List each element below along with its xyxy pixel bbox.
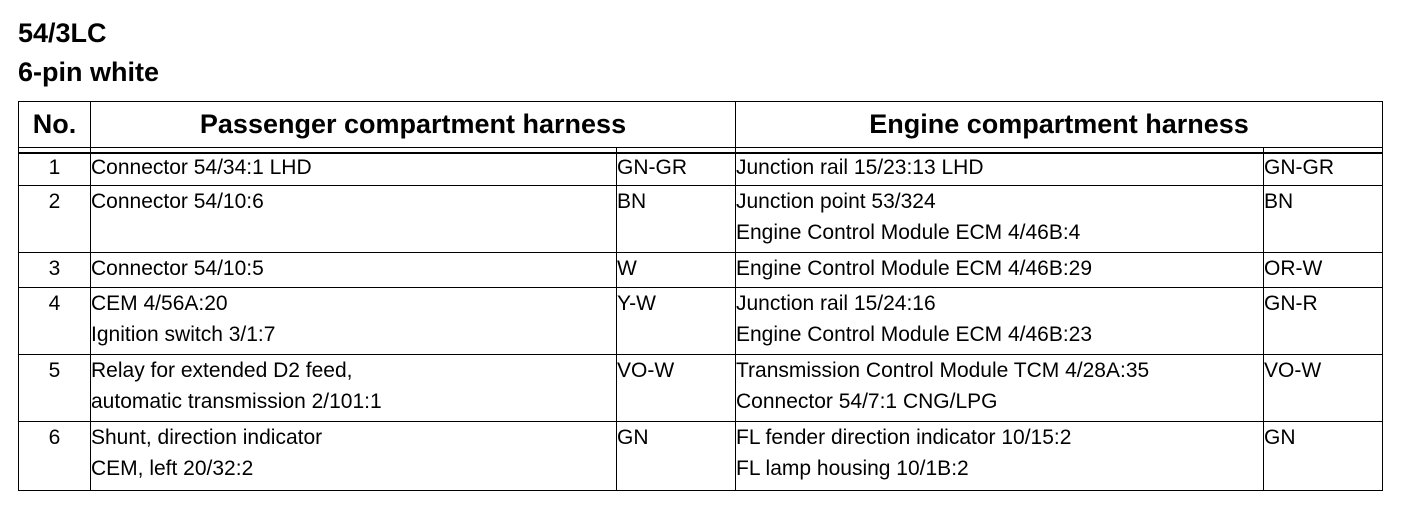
pin-number: 2: [19, 186, 91, 253]
engine-destination: [736, 186, 1264, 253]
pin-table: [18, 101, 1383, 491]
passenger-wire-color: VO-W: [617, 355, 736, 422]
engine-line: FL fender direction indicator 10/15:2: [736, 426, 1072, 449]
passenger-wire-color: W: [617, 253, 736, 288]
connector-subtitle: 6-pin white: [18, 57, 159, 87]
passenger-line: Connector 54/34:1 LHD: [91, 156, 312, 179]
connector-title: 54/3LC: [18, 18, 107, 48]
table-row: [19, 153, 1383, 186]
pin-number: 4: [19, 288, 91, 355]
engine-line: Transmission Control Module TCM 4/28A:35: [736, 359, 1150, 382]
engine-wire-color: GN: [1264, 422, 1383, 491]
engine-line: Connector 54/7:1 CNG/LPG: [736, 390, 998, 413]
engine-destination: [736, 422, 1264, 491]
passenger-line: Connector 54/10:6: [91, 190, 264, 213]
engine-destination: [736, 253, 1264, 288]
passenger-line: Connector 54/10:5: [91, 257, 264, 280]
passenger-line: CEM 4/56A:20: [91, 292, 228, 315]
table-row: [19, 355, 1383, 422]
engine-destination: [736, 288, 1264, 355]
passenger-destination: [91, 253, 617, 288]
engine-destination: [736, 153, 1264, 186]
engine-wire-color: VO-W: [1264, 355, 1383, 422]
table-row: [19, 288, 1383, 355]
pin-number: 5: [19, 355, 91, 422]
passenger-destination: [91, 186, 617, 253]
engine-wire-color: OR-W: [1264, 253, 1383, 288]
engine-line: Engine Control Module ECM 4/46B:23: [736, 323, 1093, 346]
passenger-wire-color: BN: [617, 186, 736, 253]
engine-line: Engine Control Module ECM 4/46B:29: [736, 257, 1093, 280]
engine-wire-color: GN-GR: [1264, 153, 1383, 186]
passenger-line: Shunt, direction indicator: [91, 426, 323, 449]
pin-number: 3: [19, 253, 91, 288]
header-engine: Engine compartment harness: [736, 102, 1383, 148]
table-row: [19, 422, 1383, 491]
passenger-destination: [91, 355, 617, 422]
passenger-wire-color: GN: [617, 422, 736, 491]
table-row: [19, 186, 1383, 253]
passenger-wire-color: GN-GR: [617, 153, 736, 186]
engine-line: Engine Control Module ECM 4/46B:4: [736, 221, 1081, 244]
pin-number: 6: [19, 422, 91, 491]
passenger-wire-color: Y-W: [617, 288, 736, 355]
engine-line: Junction rail 15/23:13 LHD: [736, 156, 984, 179]
passenger-destination: [91, 422, 617, 491]
passenger-line: CEM, left 20/32:2: [91, 457, 254, 480]
passenger-destination: [91, 153, 617, 186]
passenger-line: Ignition switch 3/1:7: [91, 323, 276, 346]
engine-line: FL lamp housing 10/1B:2: [736, 457, 969, 480]
pin-number: 1: [19, 153, 91, 186]
engine-line: Junction rail 15/24:16: [736, 292, 936, 315]
engine-wire-color: BN: [1264, 186, 1383, 253]
table-row: [19, 253, 1383, 288]
passenger-destination: [91, 288, 617, 355]
engine-wire-color: GN-R: [1264, 288, 1383, 355]
engine-line: Junction point 53/324: [736, 190, 936, 213]
table-header-row: [19, 102, 1383, 148]
passenger-line: Relay for extended D2 feed,: [91, 359, 353, 382]
header-passenger: Passenger compartment harness: [91, 102, 736, 148]
header-no: No.: [19, 102, 91, 148]
engine-destination: [736, 355, 1264, 422]
passenger-line: automatic transmission 2/101:1: [91, 390, 382, 413]
